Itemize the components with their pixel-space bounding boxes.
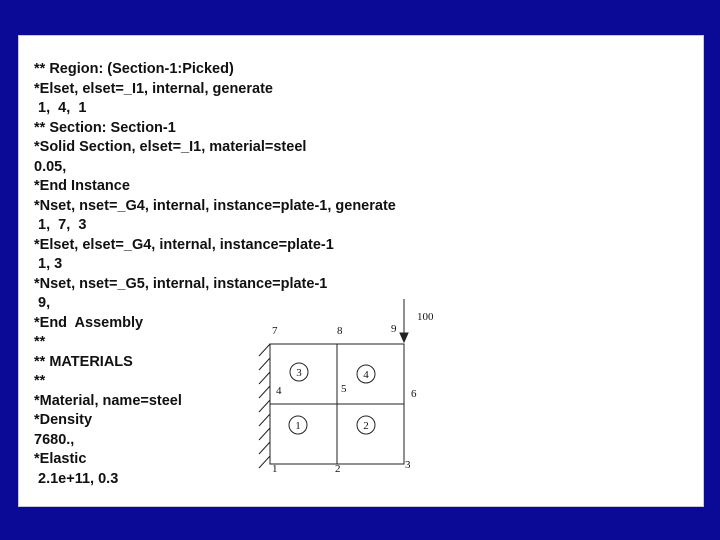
element-marker [290,363,308,381]
node-label: 5 [341,383,347,395]
code-line: *Elastic [34,451,87,467]
code-line: ** Section: Section-1 [34,119,176,136]
code-line: 7680., [34,431,75,448]
node-label: 3 [405,459,411,471]
element-marker [289,416,307,434]
code-line: 2.1e+11, 0.3 [34,470,119,487]
code-line: 0.05, [34,158,67,175]
code-line: *End Instance [34,178,130,194]
code-line: *Solid Section, elset=_I1, material=steel [34,139,307,155]
load-label: 100 [417,311,434,323]
node-label: 1 [272,463,278,475]
node-label: 7 [272,325,278,337]
slide-panel [18,35,704,507]
code-line: *Elset, elset=_I1, internal, generate [34,80,273,97]
code-line: ** Region: (Section-1:Picked) [34,61,234,77]
svg-text:1: 1 [295,420,301,432]
code-line: *Elset, elset=_G4, internal, instance=plate-1 [34,236,334,253]
node-label: 9 [391,323,397,335]
code-line: *End Assembly [34,314,144,331]
element-marker [357,416,375,434]
node-label: 2 [335,463,341,475]
node-label: 4 [276,385,282,397]
mesh-grid [270,344,404,464]
fem-mesh-diagram [19,36,704,507]
code-line: 9, [34,295,51,311]
element-marker [357,365,375,383]
node-label: 6 [411,388,417,400]
code-line: *Density [34,412,93,428]
svg-text:3: 3 [296,367,302,379]
code-line: ** MATERIALS [34,353,133,370]
node-label: 8 [337,325,343,337]
svg-text:2: 2 [363,420,369,432]
code-line: 1, 4, 1 [34,100,87,116]
code-line: ** [34,334,46,350]
code-line: 1, 7, 3 [34,217,87,233]
code-line: *Nset, nset=_G4, internal, instance=plate-1, generate [34,197,396,214]
code-line: ** [34,373,46,389]
fixed-support-hatch [259,344,270,468]
code-line: 1, 3 [34,256,63,272]
code-line: *Nset, nset=_G5, internal, instance=plate-1 [34,275,328,292]
load-arrow [400,299,408,342]
svg-text:4: 4 [363,369,369,381]
code-line: *Material, name=steel [34,392,182,409]
